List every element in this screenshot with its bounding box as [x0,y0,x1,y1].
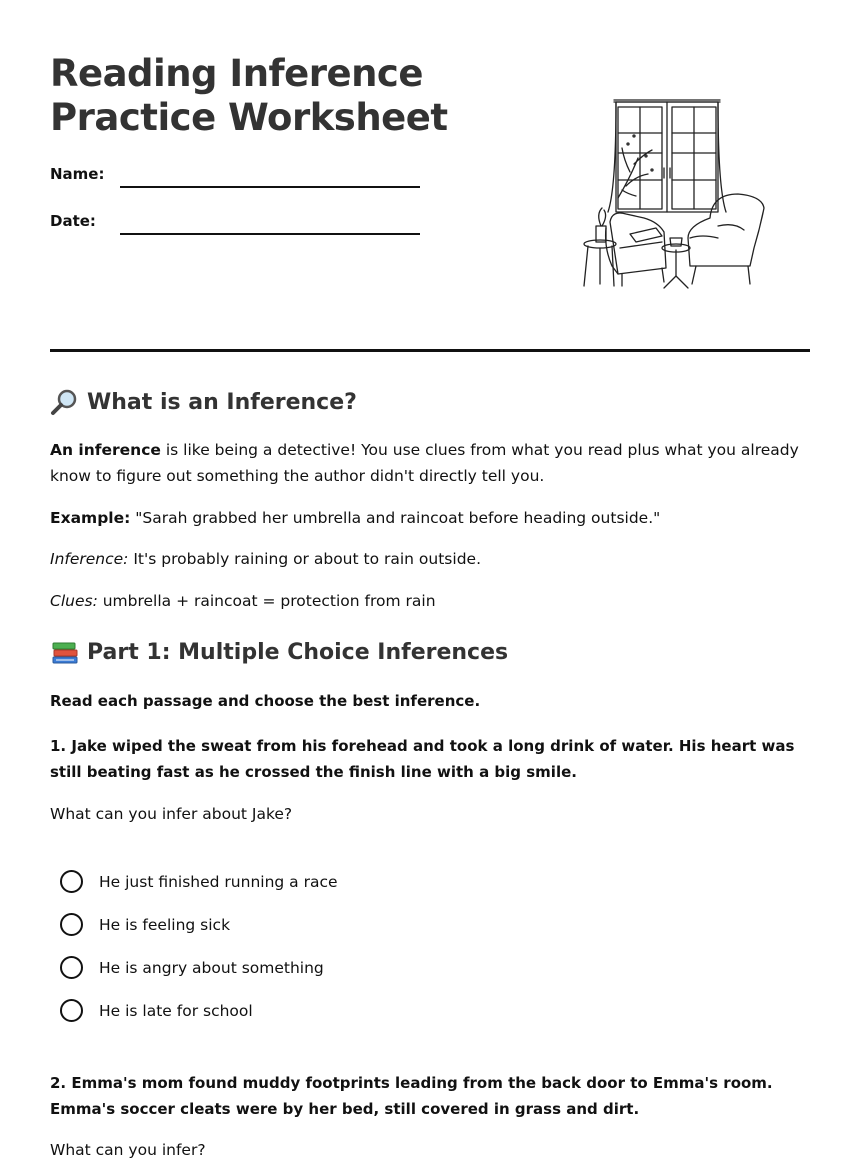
section-heading-part1 [50,638,508,666]
question-1-option-c[interactable] [60,956,324,979]
option-label: He is feeling sick [99,915,231,934]
question-1-option-d[interactable] [60,999,253,1022]
option-label: He is angry about something [99,958,324,977]
reading-room-illustration [578,98,770,294]
clues-line [50,588,810,614]
question-2-prompt: What can you infer? [50,1141,206,1159]
name-label: Name: [50,165,105,183]
magnifying-glass-icon [50,388,80,416]
question-1-option-a[interactable] [60,870,338,893]
radio-button[interactable] [60,999,83,1022]
question-1-option-b[interactable] [60,913,230,936]
example-text: "Sarah grabbed her umbrella and raincoat before heading outside." [130,509,661,527]
option-label: He just finished running a race [99,872,338,891]
inference-text: It's probably raining or about to rain outside. [128,550,481,568]
inference-line [50,546,810,572]
name-input-line[interactable] [120,186,420,188]
definition-term: An inference [50,441,161,459]
question-1-prompt: What can you infer about Jake? [50,805,293,823]
clues-label: Clues: [50,592,98,610]
part1-instructions: Read each passage and choose the best inference. [50,692,481,710]
question-2-passage: 2. Emma's mom found muddy footprints leading from the back door to Emma's room. Emma's soccer cleats were by her bed, still covered in grass and dirt. [50,1074,773,1118]
radio-button[interactable] [60,956,83,979]
worksheet-title: Reading Inference Practice Worksheet [50,52,448,139]
radio-button[interactable] [60,913,83,936]
radio-button[interactable] [60,870,83,893]
clues-text: umbrella + raincoat = protection from rain [97,592,436,610]
section-heading-text: What is an Inference? [87,389,357,415]
part1-heading-text: Part 1: Multiple Choice Inferences [87,639,509,665]
date-label: Date: [50,212,96,230]
books-icon [50,638,80,666]
option-label: He is late for school [99,1001,253,1020]
example-line [50,505,810,531]
inference-label: Inference: [50,550,129,568]
section-heading-inference [50,388,357,416]
inference-definition [50,437,810,489]
question-1-passage: 1. Jake wiped the sweat from his forehead and took a long drink of water. His heart was still beating fast as he crossed the finish line with a big smile. [50,737,795,781]
date-input-line[interactable] [120,233,420,235]
header-divider [50,349,810,352]
definition-text: is like being a detective! You use clues from what you read plus what you already know to figure out something the author didn't directly tell you. [50,441,799,485]
example-label: Example: [50,509,131,527]
